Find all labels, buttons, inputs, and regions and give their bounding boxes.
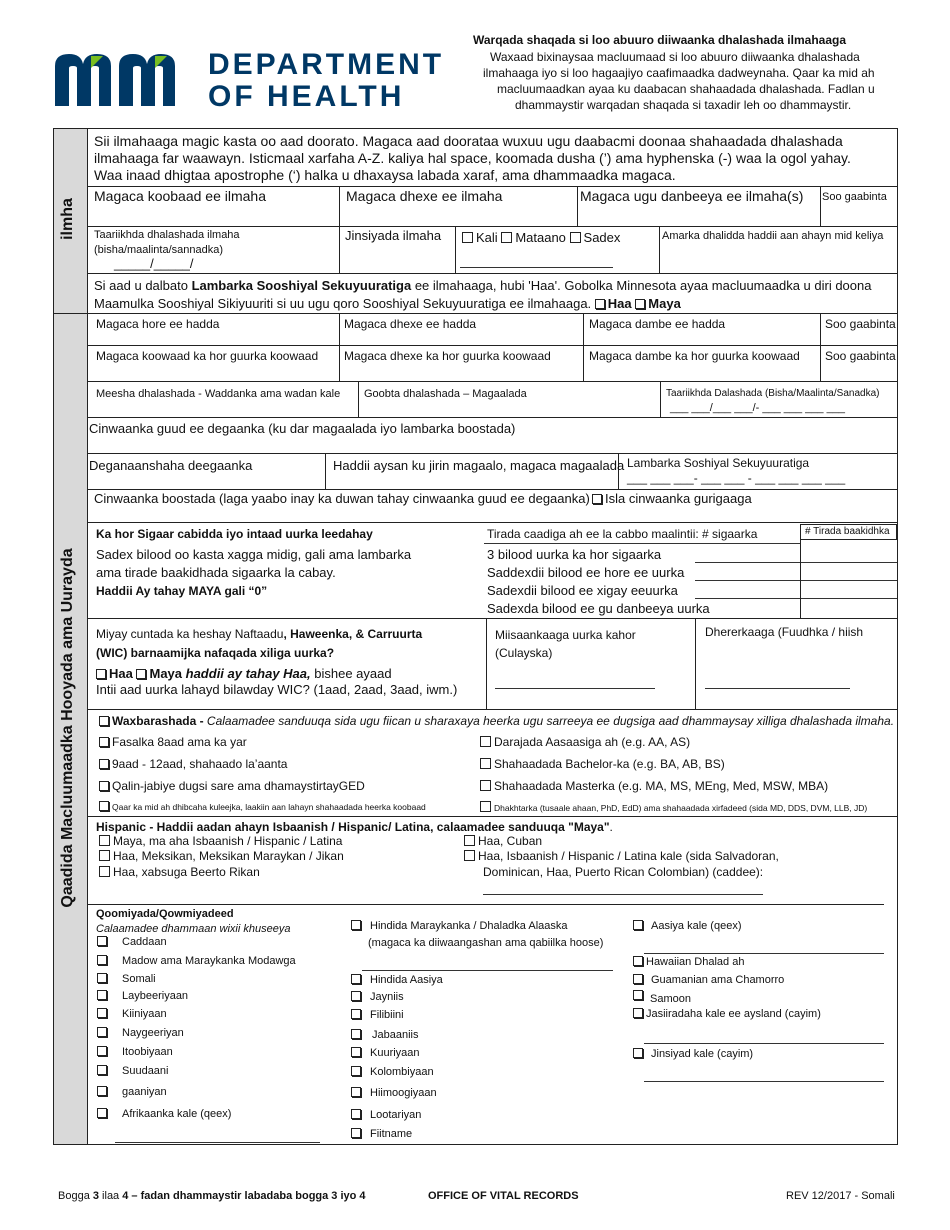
child-middle-name-field[interactable]: Magaca dhexe ee ilmaha (346, 188, 503, 204)
mother-ssn-blank[interactable]: ___ ___ ___- ___ ___ - ___ ___ ___ ___ (627, 471, 846, 485)
education-heading-checkbox (99, 716, 109, 726)
height-blank[interactable] (705, 688, 850, 689)
hispanic-option-other-line-2: Dominican, Haa, Puerto Rican Colombian) (caddee): (483, 865, 764, 879)
plurality-blank-line[interactable] (460, 267, 613, 268)
pre-pregnancy-weight-label: Miisaankaaga uurka kahor (495, 628, 636, 642)
race-american-indian-note: (magaca ka diiwaangashan ama qabiilka hoose) (368, 937, 604, 949)
education-option-ged: Qalin-jabiye dugsi sare ama dhamaystirtayGED (99, 779, 365, 793)
birth-order-field[interactable]: Amarka dhalidda haddii aan ahayn mid keliya (662, 230, 884, 242)
plurality-twin-checkbox[interactable] (501, 232, 512, 243)
wic-yes-label: Haa (109, 666, 133, 681)
race-cambodian-checkbox[interactable] (351, 1066, 361, 1076)
hispanic-option-cuban: Haa, Cuban (464, 834, 542, 848)
intro-line-3: macluumaadkan ayaa ku daabacan shahaadada dhalashada. Fadlan u (497, 82, 875, 96)
mother-county-field[interactable]: Deganaanshaha deegaanka (89, 458, 253, 473)
smoking-pack-blank-1[interactable] (801, 562, 897, 563)
child-instructions-line-1: Sii ilmahaaga magic kasta oo aad doorato. Magaca aad doorataa wuxuu ugu daabacmi doonaa shahaadada dhalashada (94, 133, 843, 149)
race-ghanaian-checkbox[interactable] (97, 1086, 107, 1096)
mother-city-limits-field[interactable]: Haddii aysan ku jirin magaalo, magaca magaalada (333, 458, 625, 473)
education-associate-checkbox[interactable] (480, 736, 491, 747)
child-dob-blank[interactable]: _____/_____/ (114, 256, 194, 271)
race-japanese-checkbox[interactable] (351, 1029, 361, 1039)
mother-birth-state-field[interactable]: Goobta dhalashada – Magaalada (364, 388, 527, 400)
race-other-pacific-blank[interactable] (644, 1043, 884, 1044)
hispanic-heading: Hispanic - Haddii aadan ahayn Isbaanish / Hispanic/ Latina, calaamadee sanduuqa "Maya". (96, 820, 613, 834)
wic-no-label: Maya (149, 666, 183, 681)
intro-line-4: dhammaystir warqadan shaqada si taxadir leh oo dhammaystir. (515, 98, 852, 112)
child-instructions-line-3: Waa inaad dhigtaa apostrophe (‘) halka u dhaxaysa labada xaraf, ama dhammaadka magaca. (94, 167, 676, 183)
race-other-african-blank[interactable] (115, 1142, 320, 1143)
race-other-checkbox[interactable] (633, 1048, 643, 1058)
race-guamanian-checkbox[interactable] (633, 974, 643, 984)
wic-answer: Haa Maya haddii ay tahay Haa, bishee ayaad (96, 666, 392, 681)
education-master-checkbox[interactable] (480, 780, 491, 791)
same-address-checkbox[interactable] (592, 494, 602, 504)
child-instructions-line-2: ilmahaaga far waawayn. Isticmaal xarfaha A-Z. kaliya hal space, koomada dusha (’) ama hyphenska (-) waa la ogol yahay. (94, 150, 851, 166)
mother-birth-date-label: Taariikhda Dalashada (Bisha/Maalinta/Sanadka) (666, 388, 880, 399)
hispanic-other-blank[interactable] (483, 894, 763, 895)
same-address-label: Isla cinwaanka gurigaaga (605, 491, 752, 506)
race-black-checkbox[interactable] (97, 955, 107, 965)
ssn-yes-checkbox[interactable] (595, 299, 605, 309)
race-samoan-checkbox[interactable] (633, 990, 643, 1000)
education-option-bachelor: Shahaadada Bachelor-ka (e.g. BA, AB, BS) (480, 757, 725, 771)
child-ssn-request (94, 277, 871, 313)
ssn-no-label: Maya (648, 296, 681, 311)
child-dob-label: Taariikhda dhalashada ilmaha (94, 229, 240, 241)
race-american-indian-blank[interactable] (362, 970, 613, 971)
race-liberian-checkbox[interactable] (97, 990, 107, 1000)
mother-prior-middle-field[interactable]: Magaca dhexe ka hor guurka koowaad (344, 349, 551, 363)
mother-birth-date-blank[interactable]: ___ ___/___ ___/- ___ ___ ___ ___ (670, 402, 845, 414)
plurality-single-label: Kali (476, 230, 498, 245)
smoking-period-2: Saddexdii bilood ee hore ee uurka (487, 565, 685, 580)
race-note: Calaamadee dhammaan wixii khuseeya (96, 923, 291, 935)
education-option-9-12: 9aad - 12aad, shahaado la’aanta (99, 757, 287, 771)
education-doctorate-checkbox[interactable] (480, 801, 491, 812)
race-other-asian-blank[interactable] (644, 953, 884, 954)
wic-yes-checkbox[interactable] (96, 669, 106, 679)
race-somali-checkbox[interactable] (97, 973, 107, 983)
logo-department: DEPARTMENT (208, 48, 445, 81)
ssn-no-checkbox[interactable] (635, 299, 645, 309)
race-other-blank[interactable] (644, 1081, 884, 1082)
intro-line-1: Waxaad bixinaysaa macluumaad si loo abuuro diiwaanka dhalashada (490, 50, 860, 64)
footer-page-info: Bogga 3 ilaa 4 – fadan dhammaystir labadaba bogga 3 iyo 4 (58, 1190, 366, 1202)
education-some-college-checkbox[interactable] (99, 801, 109, 811)
parents-sidebar-label: Qaadida Macluumaadka Hooyada ama Uurayda (59, 548, 76, 908)
race-hmong-checkbox[interactable] (351, 1087, 361, 1097)
child-ssn-line-2: Maamulka Sooshiyal Sikiyuuriti si uu ugu qoro Sooshiyal Sekuyuuratiga ee ilmahaaga. Haa Maya (94, 296, 681, 311)
footer-revision: REV 12/2017 - Somali (786, 1190, 895, 1202)
hispanic-mexican-checkbox[interactable] (99, 850, 110, 861)
education-bachelor-checkbox[interactable] (480, 758, 491, 769)
race-chinese-checkbox[interactable] (351, 991, 361, 1001)
education-option-some-college: Qaar ka mid ah dhibcaha kuleejka, laakiin aan lahayn shahaadada heerka koobaad (99, 801, 426, 812)
child-sex-label: Jinsiyada ilmaha (345, 228, 442, 243)
hispanic-option-no: Maya, ma aha Isbaanish / Hispanic / Latina (99, 834, 342, 848)
race-nigerian-checkbox[interactable] (97, 1027, 107, 1037)
child-suffix-field[interactable]: Soo gaabinta (822, 191, 887, 203)
education-option-doctorate: Dhakhtarka (tusaale ahaan, PhD, EdD) ama shahaadada xirfadeed (sida MD, DDS, DVM, LLB, JD) (480, 801, 867, 813)
plurality-triplet-checkbox[interactable] (570, 232, 581, 243)
intro-line-2: ilmahaaga iyo si loo hagaajiyo caafimaadka dadweynaha. Qaar ka mid ah (483, 66, 875, 80)
smoking-col-packs: # Tirada baakidhka (805, 526, 890, 537)
wic-line-1: Miyay cuntada ka heshay Naftaadu, Haweenka, & Carruurta (96, 627, 423, 641)
education-ged-checkbox[interactable] (99, 781, 109, 791)
race-samoan-label: Samoon (650, 993, 691, 1005)
mother-prior-suffix-field[interactable]: Soo gaabinta (825, 349, 896, 363)
race-korean-checkbox[interactable] (351, 1047, 361, 1057)
pre-pregnancy-weight-unit: (Culayska) (495, 646, 553, 660)
page-title: Warqada shaqada si loo abuuro diiwaanka dhalashada ilmahaaga (473, 33, 846, 47)
plurality-twin-label: Mataano (515, 230, 566, 245)
hispanic-no-checkbox[interactable] (99, 835, 110, 846)
race-hawaiian-checkbox[interactable] (633, 956, 643, 966)
hispanic-puerto-rican-checkbox[interactable] (99, 866, 110, 877)
education-9-12-checkbox[interactable] (99, 759, 109, 769)
mother-prior-first-field[interactable]: Magaca koowaad ka hor guurka koowaad (96, 349, 319, 363)
child-first-name-field[interactable]: Magaca koobaad ee ilmaha (94, 188, 267, 204)
smoking-cig-blank-2[interactable] (695, 580, 800, 581)
race-ethiopian-checkbox[interactable] (97, 1046, 107, 1056)
child-dob-format: (bisha/maalinta/sannadka) (94, 244, 224, 256)
race-sudanese-checkbox[interactable] (97, 1065, 107, 1075)
smoking-pack-blank-3[interactable] (801, 598, 897, 599)
smoking-pack-blank-2[interactable] (801, 580, 897, 581)
child-sidebar-label: ilmha (59, 198, 76, 240)
smoking-period-1: 3 bilood uurka ka hor sigaarka (487, 547, 662, 562)
height-label: Dhererkaaga (Fuudhka / hiish (705, 625, 864, 639)
race-vietnamese-checkbox[interactable] (351, 1128, 361, 1138)
mother-current-middle-field[interactable]: Magaca dhexe ee hadda (344, 317, 477, 331)
smoking-heading: Ka hor Sigaar cabidda iyo intaad uurka leedahay (96, 527, 373, 541)
mother-current-last-field[interactable]: Magaca dambe ee hadda (589, 317, 726, 331)
race-other-pacific-checkbox[interactable] (633, 1008, 643, 1018)
education-heading: Waxbarashada - Calaamadee sanduuqa sida ugu fiican u sharaxaya heerka ugu sarreeya ee dugsiga aad dhammaysay xilliga dhalashada ilmaha. (99, 714, 894, 728)
smoking-if-no: Haddii Ay tahay MAYA gali “0” (96, 584, 268, 598)
ssn-yes-label: Haa (607, 296, 632, 311)
race-white-checkbox[interactable] (97, 936, 107, 946)
smoking-col-cigarettes: Tirada caadiga ah ee la cabbo maalintii: # sigaarka (487, 527, 758, 541)
mother-residence-address-field[interactable]: Cinwaanka guud ee degaanka (ku dar magaalada iyo lambarka boostada) (89, 421, 516, 436)
race-asian-indian-checkbox[interactable] (351, 974, 361, 984)
smoking-desc-line-1: Sadex bilood oo kasta xagga midig, gali ama lambarka (96, 547, 412, 562)
race-kenyan-checkbox[interactable] (97, 1008, 107, 1018)
mother-current-suffix-field[interactable]: Soo gaabinta (825, 317, 896, 331)
smoking-cig-blank-1[interactable] (695, 562, 800, 563)
mn-logo (55, 52, 215, 110)
mother-mailing-address-field[interactable]: Cinwaanka boostada (laga yaabo inay ka duwan tahay cinwaanka guud ee degaanka) (94, 491, 590, 506)
race-filipino-checkbox[interactable] (351, 1009, 361, 1019)
wic-no-checkbox[interactable] (136, 669, 146, 679)
education-option-master: Shahaadada Masterka (e.g. MA, MS, MEng, Med, MSW, MBA) (480, 779, 828, 793)
race-heading: Qoomiyada/Qowmiyadeed (96, 908, 234, 920)
wic-line-4: Intii aad uurka lahayd bilawday WIC? (1aad, 2aad, 3aad, iwm.) (96, 682, 458, 697)
education-8th-checkbox[interactable] (99, 737, 109, 747)
hispanic-option-mexican: Haa, Meksikan, Meksikan Maraykan / Jikan (99, 849, 344, 863)
race-laotian-checkbox[interactable] (351, 1109, 361, 1119)
race-other-asian-checkbox[interactable] (633, 920, 643, 930)
hispanic-other-checkbox[interactable] (464, 850, 475, 861)
education-option-8th: Fasalka 8aad ama ka yar (99, 735, 247, 749)
child-last-name-field[interactable]: Magaca ugu danbeeya ee ilmaha(s) (580, 188, 804, 204)
smoking-period-3: Sadexdii bilood ee xigay eeuurka (487, 583, 678, 598)
plurality-options (462, 230, 620, 245)
hispanic-cuban-checkbox[interactable] (464, 835, 475, 846)
plurality-single-checkbox[interactable] (462, 232, 473, 243)
mother-current-first-field[interactable]: Magaca hore ee hadda (96, 317, 220, 331)
mother-ssn-label: Lambarka Soshiyal Sekuyuuratiga (627, 456, 810, 470)
footer-office: OFFICE OF VITAL RECORDS (428, 1190, 579, 1202)
smoking-period-4: Sadexda bilood ee gu danbeeya uurka (487, 601, 710, 616)
child-instructions (94, 133, 851, 184)
logo-of-health: OF HEALTH (208, 80, 405, 113)
mother-prior-last-field[interactable]: Magaca dambe ka hor guurka koowaad (589, 349, 800, 363)
race-american-indian-checkbox[interactable] (351, 920, 361, 930)
wic-line-2: (WIC) barnaamijka nafaqada xiliga uurka? (96, 646, 335, 660)
same-address-option (592, 491, 752, 506)
plurality-triplet-label: Sadex (583, 230, 621, 245)
race-other-african-checkbox[interactable] (97, 1108, 107, 1118)
smoking-desc-line-2: ama tirade baakidhada sigaarka la cabay. (96, 565, 336, 580)
education-option-associate: Darajada Aasaasiga ah (e.g. AA, AS) (480, 735, 690, 749)
child-ssn-line-1: Si aad u dalbato Lambarka Sooshiyal Sekuyuuratiga ee ilmahaaga, hubi 'Haa'. Gobolka Minnesota ayaa macluumaadka u diri doona (94, 278, 872, 293)
pre-pregnancy-weight-blank[interactable] (495, 688, 655, 689)
hispanic-option-puerto-rican: Haa, xabsuga Beerto Rikan (99, 865, 260, 879)
hispanic-option-other: Haa, Isbaanish / Hispanic / Latina kale (sida Salvadoran, (464, 849, 779, 863)
smoking-cig-blank-3[interactable] (695, 598, 800, 599)
mother-birthplace-field[interactable]: Meesha dhalashada - Waddanka ama wadan kale (96, 388, 341, 400)
